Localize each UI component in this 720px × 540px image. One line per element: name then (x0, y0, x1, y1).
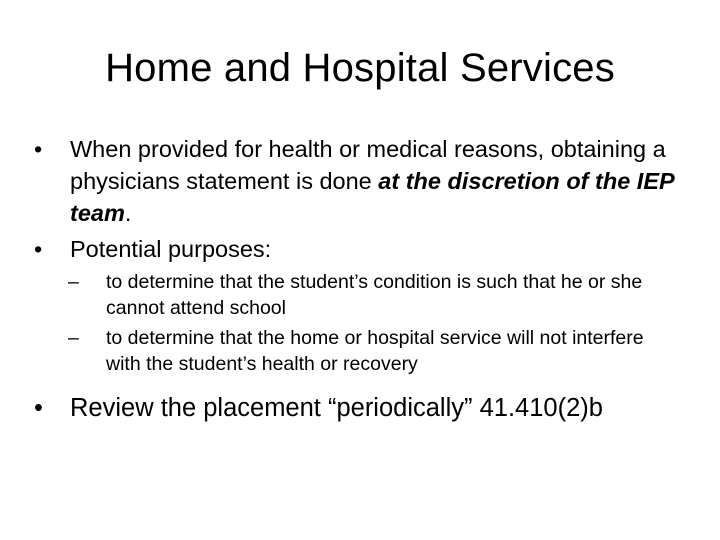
sub-bullet-health-recovery (34, 325, 674, 377)
bullet-emphasis: at the discretion of the IEP team (70, 168, 674, 226)
bullet-potential-purposes (34, 233, 674, 265)
slide-title: Home and Hospital Services (105, 46, 615, 90)
bullet-physician-statement (34, 133, 674, 229)
bullet-marker: • (34, 136, 43, 162)
bullet-marker: • (34, 236, 43, 262)
bullet-text: Potential purposes: (70, 236, 272, 262)
bullet-review-placement (34, 391, 674, 425)
bullet-text: When provided for health or medical reasons, obtaining a physicians statement is done (70, 136, 666, 194)
sub-bullet-text: to determine that the home or hospital service will not interfere with the student’s health or recovery (106, 327, 644, 375)
bullet-text: Review the placement “periodically” 41.410(2)b (70, 394, 603, 422)
slide-body (34, 133, 674, 429)
bullet-text-end: . (124, 200, 132, 226)
sub-bullet-attend-school (34, 269, 674, 321)
sub-bullet-marker: – (68, 271, 79, 293)
sub-bullet-marker: – (68, 327, 79, 349)
sub-bullet-text: to determine that the student’s condition is such that he or she cannot attend school (106, 271, 643, 319)
bullet-marker: • (34, 394, 43, 422)
